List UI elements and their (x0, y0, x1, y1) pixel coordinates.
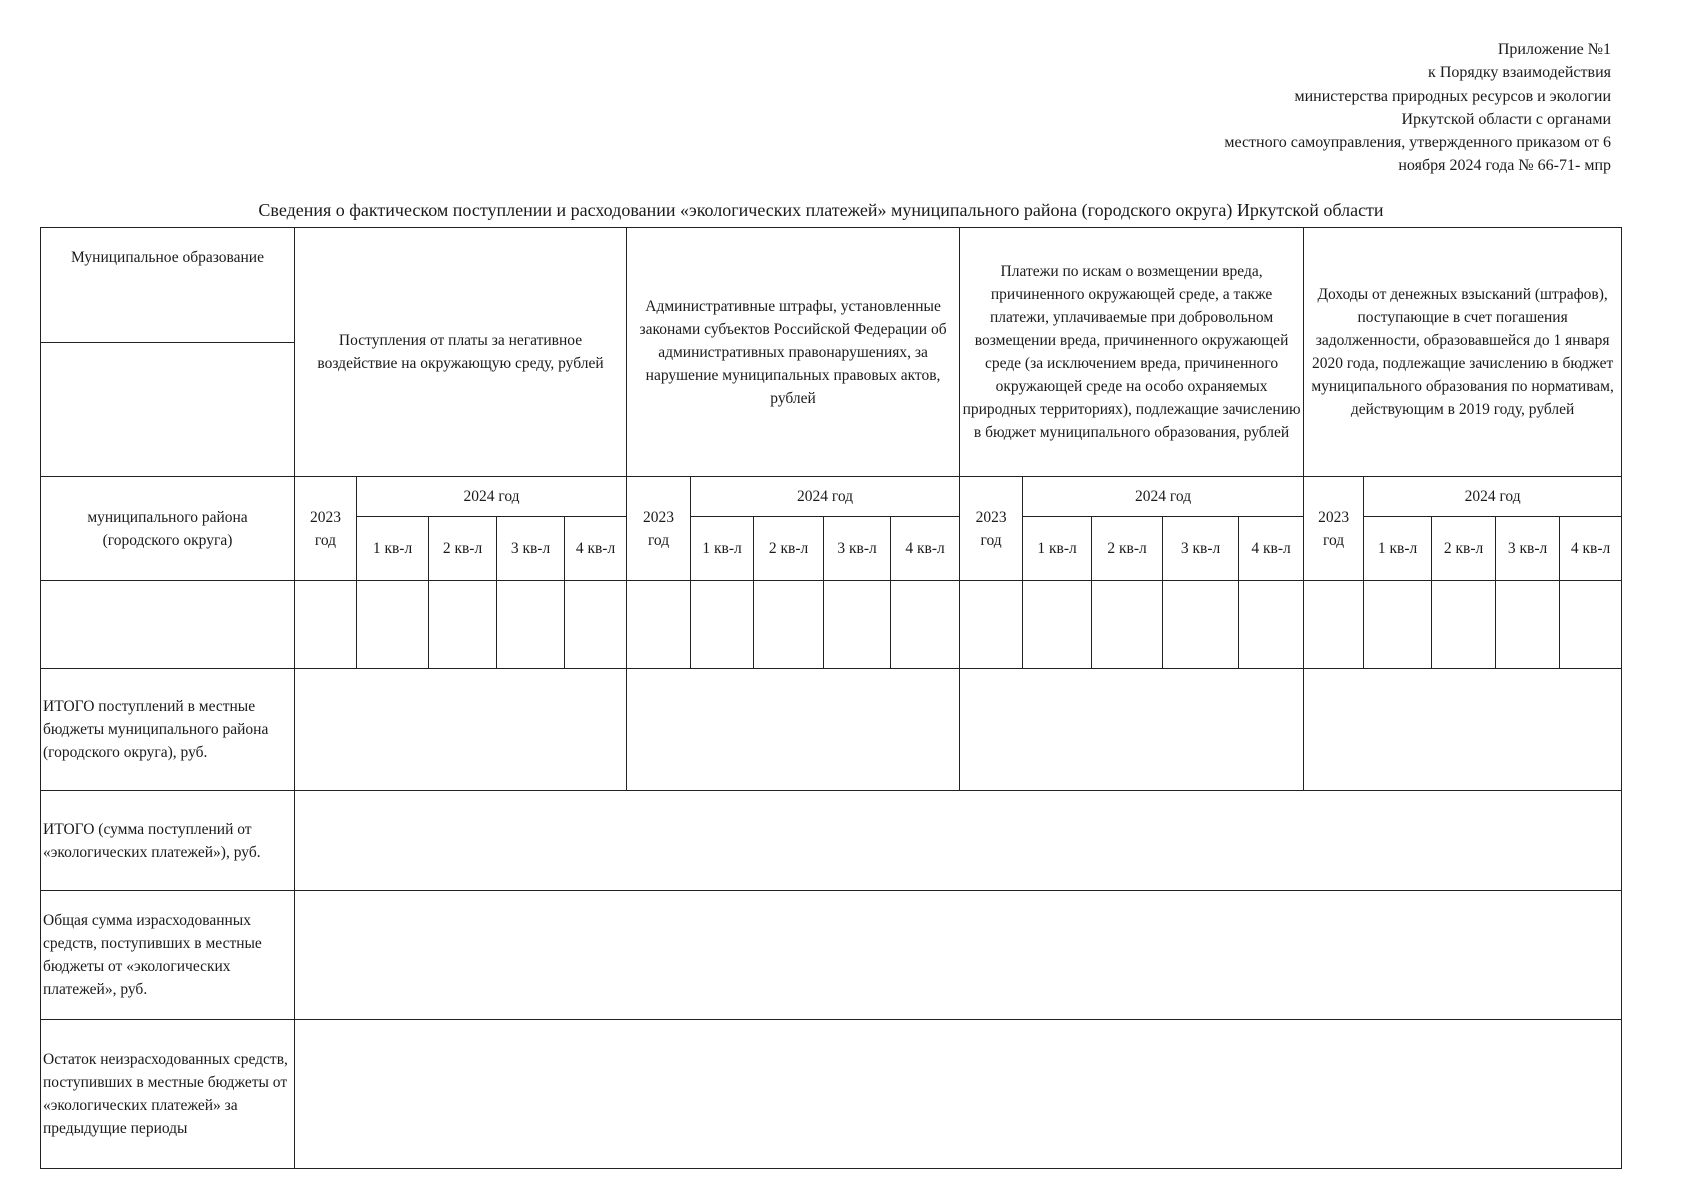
quarter-header: 1 кв-л (691, 517, 754, 581)
report-table (40, 227, 1622, 1169)
quarter-header: 4 кв-л (1560, 517, 1622, 581)
data-cell[interactable] (1560, 581, 1622, 669)
quarter-header: 1 кв-л (1364, 517, 1432, 581)
quarter-header: 2 кв-л (754, 517, 824, 581)
itogo-local-cell[interactable] (295, 669, 627, 791)
header-line: Иркутской области с органами (1401, 110, 1611, 128)
group-header-admin-fines: Административные штрафы, установленные законами субъектов Российской Федерации об административных правонарушениях, за нарушение муниципальных правовых актов, рублей (627, 228, 960, 477)
municipality-header: Муниципальное образование (41, 228, 295, 343)
itogo-eco-label: ИТОГО (сумма поступлений от «экологических платежей»), руб. (41, 791, 295, 891)
header-line: местного самоуправления, утвержденного приказом от 6 (1224, 134, 1611, 152)
spent-label: Общая сумма израсходованных средств, поступивших в местные бюджеты от «экологических платежей», руб. (41, 891, 295, 1020)
quarter-header: 3 кв-л (1496, 517, 1560, 581)
data-cell[interactable] (565, 581, 627, 669)
data-cell[interactable] (824, 581, 891, 669)
remainder-row (41, 1020, 1622, 1169)
quarter-header: 4 кв-л (565, 517, 627, 581)
data-cell[interactable] (1304, 581, 1364, 669)
year-2024-header: 2024 год (1364, 477, 1622, 517)
district-header: муниципального района (городского округа) (41, 477, 295, 581)
remainder-cell[interactable] (295, 1020, 1622, 1169)
year-2023-header: 2023 год (295, 477, 357, 581)
data-cell[interactable] (691, 581, 754, 669)
data-cell[interactable] (429, 581, 497, 669)
data-cell[interactable] (41, 581, 295, 669)
spent-row (41, 891, 1622, 1020)
year-2023-header: 2023 год (627, 477, 691, 581)
data-cell[interactable] (1163, 581, 1239, 669)
header-line: к Порядку взаимодействия (1428, 64, 1611, 82)
year-2023-header: 2023 год (960, 477, 1023, 581)
data-cell[interactable] (295, 581, 357, 669)
appendix-header (1224, 38, 1611, 178)
municipality-blank-cell (41, 343, 295, 477)
quarter-header: 2 кв-л (1092, 517, 1163, 581)
data-cell[interactable] (497, 581, 565, 669)
document-title: Сведения о фактическом поступлении и расходовании «экологических платежей» муниципального района (городского округа) Иркутской области (258, 200, 1384, 220)
quarter-header: 1 кв-л (1023, 517, 1092, 581)
data-entry-row (41, 581, 1622, 669)
data-cell[interactable] (1239, 581, 1304, 669)
year-2024-header: 2024 год (691, 477, 960, 517)
group-header-negative-impact: Поступления от платы за негативное воздействие на окружающую среду, рублей (295, 228, 627, 477)
quarter-header: 3 кв-л (1163, 517, 1239, 581)
itogo-local-cell[interactable] (1304, 669, 1622, 791)
itogo-local-cell[interactable] (627, 669, 960, 791)
quarter-header: 4 кв-л (891, 517, 960, 581)
data-cell[interactable] (1364, 581, 1432, 669)
header-line: Приложение №1 (1497, 41, 1611, 58)
year-2024-header: 2024 год (357, 477, 627, 517)
itogo-eco-row (41, 791, 1622, 891)
data-cell[interactable] (1496, 581, 1560, 669)
remainder-label: Остаток неизрасходованных средств, поступивших в местные бюджеты от «экологических платежей» за предыдущие периоды (41, 1020, 295, 1169)
quarter-header: 2 кв-л (1432, 517, 1496, 581)
header-line: ноября 2024 года № 66-71- мпр (1398, 157, 1611, 175)
quarter-header: 2 кв-л (429, 517, 497, 581)
itogo-local-label: ИТОГО поступлений в местные бюджеты муниципального района (городского округа), руб. (41, 669, 295, 791)
quarter-header: 1 кв-л (357, 517, 429, 581)
itogo-eco-cell[interactable] (295, 791, 1622, 891)
data-cell[interactable] (754, 581, 824, 669)
spent-cell[interactable] (295, 891, 1622, 1020)
data-cell[interactable] (1432, 581, 1496, 669)
data-cell[interactable] (627, 581, 691, 669)
header-line: министерства природных ресурсов и экологии (1294, 87, 1611, 105)
year-2023-header: 2023 год (1304, 477, 1364, 581)
year-2024-header: 2024 год (1023, 477, 1304, 517)
group-header-debt-fines: Доходы от денежных взысканий (штрафов), поступающие в счет погашения задолженности, образовавшейся до 1 января 2020 года, подлежащие зачислению в бюджет муниципального образования по нормативам, действующим в 2019 году, рублей (1304, 228, 1622, 477)
quarter-header: 3 кв-л (497, 517, 565, 581)
quarter-header: 4 кв-л (1239, 517, 1304, 581)
group-header-damage-claims: Платежи по искам о возмещении вреда, причиненного окружающей среде, а также платежи, уплачиваемые при добровольном возмещении вреда, причиненного окружающей среде (за исключением вреда, причиненного окружающей среде на особо охраняемых природных территориях), подлежащие зачислению в бюджет муниципального образования, рублей (960, 228, 1304, 477)
quarter-header: 3 кв-л (824, 517, 891, 581)
data-cell[interactable] (1092, 581, 1163, 669)
data-cell[interactable] (960, 581, 1023, 669)
itogo-local-cell[interactable] (960, 669, 1304, 791)
data-cell[interactable] (357, 581, 429, 669)
data-cell[interactable] (891, 581, 960, 669)
itogo-local-row (41, 669, 1622, 791)
data-cell[interactable] (1023, 581, 1092, 669)
